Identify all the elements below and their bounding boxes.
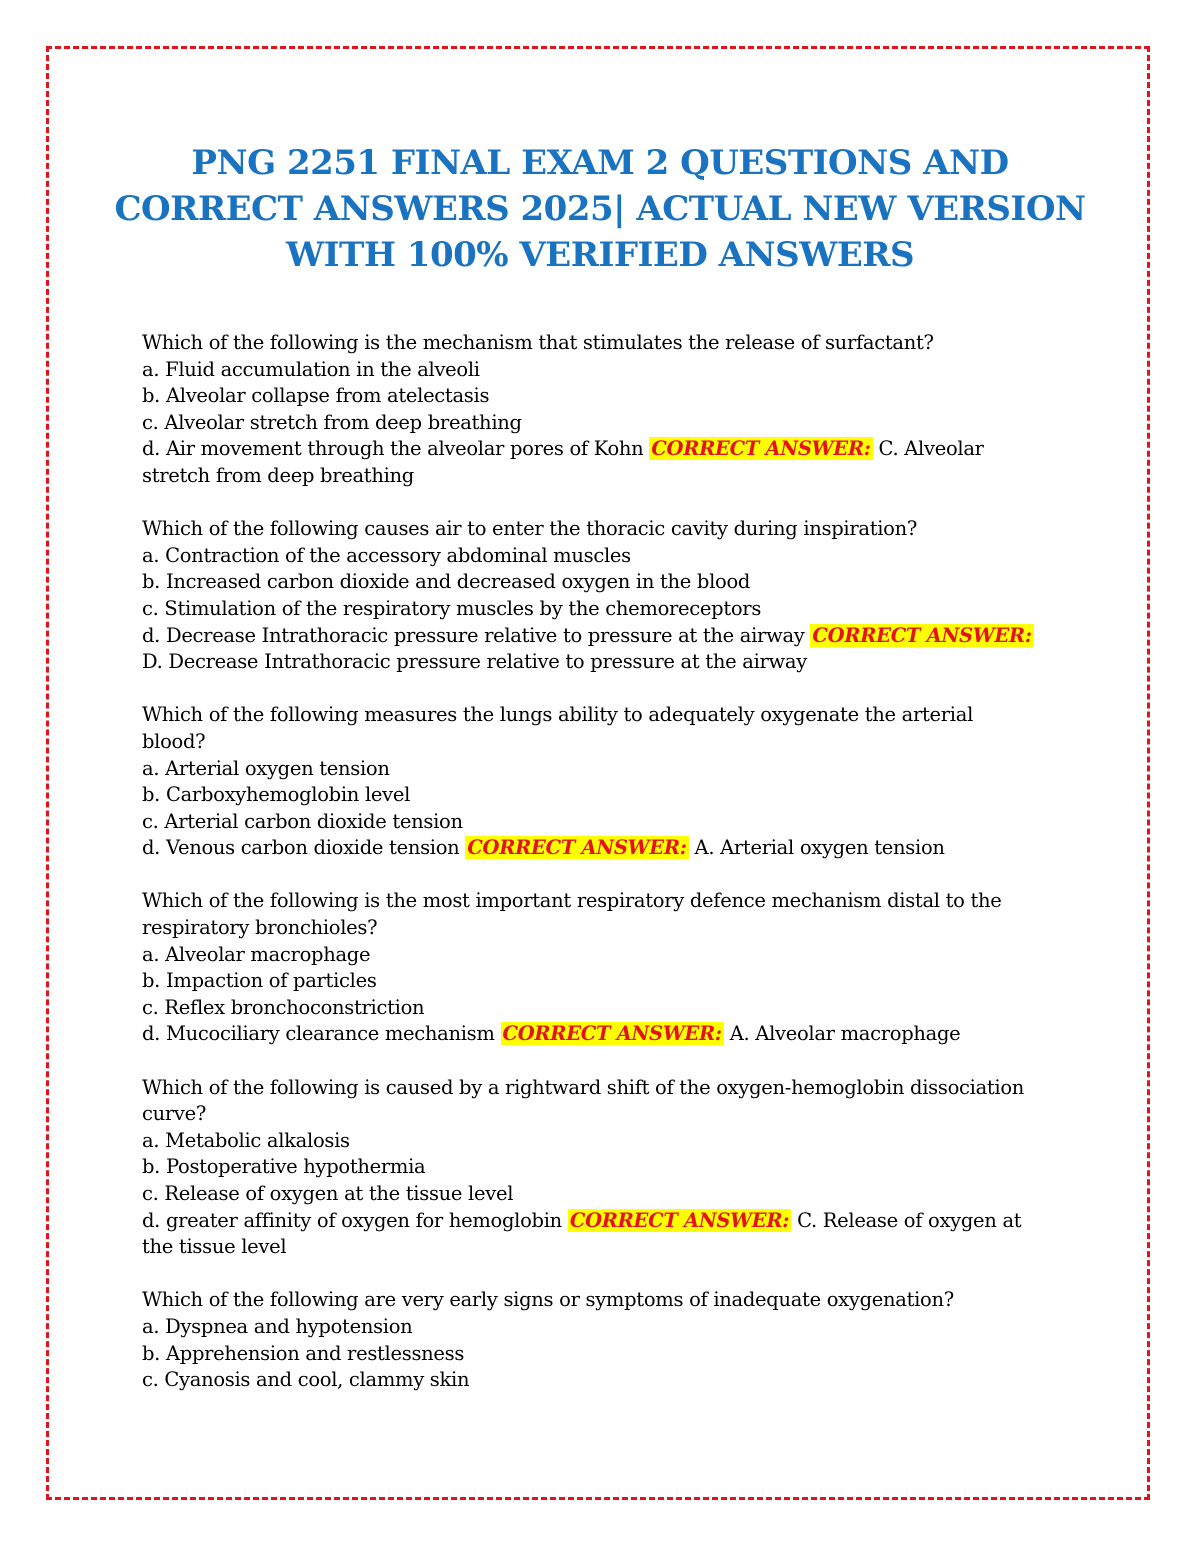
- option-d-with-answer: [142, 623, 1042, 676]
- option-a: a. Arterial oxygen tension: [142, 756, 390, 780]
- option-c: c. Release of oxygen at the tissue level: [142, 1182, 514, 1205]
- question-text: Which of the following causes air to enter the thoracic cavity during inspiration?: [142, 517, 918, 541]
- question-list: [142, 330, 1042, 1420]
- option-d-with-answer: [142, 1021, 1042, 1048]
- option-d-with-answer: [142, 835, 1042, 862]
- question-text: Which of the following is caused by a rightward shift of the oxygen-hemoglobin dissociation curve?: [142, 1075, 1025, 1126]
- option-b: b. Postoperative hypothermia: [142, 1155, 426, 1179]
- question-text: Which of the following is the most important respiratory defence mechanism distal to the respiratory bronchioles?: [142, 889, 1002, 940]
- correct-answer: C. Alveolar stretch from deep breathing: [142, 437, 984, 487]
- option-c: c. Alveolar stretch from deep breathing: [142, 410, 522, 434]
- option-d: d. Venous carbon dioxide tension: [142, 836, 460, 860]
- question-text: Which of the following is the mechanism that stimulates the release of surfactant?: [142, 331, 934, 354]
- question-block: [142, 702, 1042, 862]
- question-block: [142, 1287, 1042, 1393]
- option-d: d. Mucociliary clearance mechanism: [142, 1022, 495, 1046]
- option-b: b. Alveolar collapse from atelectasis: [142, 384, 490, 408]
- correct-answer-tag: CORRECT ANSWER:: [812, 623, 1032, 647]
- correct-answer-tag: CORRECT ANSWER:: [569, 1208, 790, 1232]
- document-title: PNG 2251 FINAL EXAM 2 QUESTIONS AND CORRECT ANSWERS 2025| ACTUAL NEW VERSION WITH 100% VERIFIED ANSWERS: [114, 143, 1086, 275]
- option-a: a. Contraction of the accessory abdominal muscles: [142, 543, 631, 567]
- option-d: d. Air movement through the alveolar pores of Kohn: [142, 437, 644, 461]
- question-block: [142, 888, 1042, 1048]
- option-d: d. greater affinity of oxygen for hemoglobin: [142, 1208, 562, 1232]
- correct-answer-tag: CORRECT ANSWER:: [651, 437, 871, 461]
- option-a: a. Dyspnea and hypotension: [142, 1314, 413, 1338]
- option-c: c. Cyanosis and cool, clammy skin: [142, 1368, 470, 1392]
- question-text: Which of the following are very early signs or symptoms of inadequate oxygenation?: [142, 1288, 954, 1312]
- option-a: a. Metabolic alkalosis: [142, 1128, 350, 1152]
- question-block: [142, 516, 1042, 676]
- correct-answer: C. Release of oxygen at the tissue level: [142, 1208, 1022, 1259]
- option-b: b. Impaction of particles: [142, 969, 377, 993]
- option-c: c. Arterial carbon dioxide tension: [142, 809, 463, 833]
- option-b: b. Apprehension and restlessness: [142, 1341, 465, 1365]
- option-b: b. Carboxyhemoglobin level: [142, 783, 411, 807]
- option-d-with-answer: [142, 1208, 1042, 1261]
- correct-answer: A. Arterial oxygen tension: [694, 836, 945, 860]
- question-text: Which of the following measures the lungs ability to adequately oxygenate the arterial blood?: [142, 703, 974, 753]
- correct-answer-tag: CORRECT ANSWER:: [467, 836, 687, 860]
- option-c: c. Stimulation of the respiratory muscles by the chemoreceptors: [142, 596, 762, 620]
- option-a: a. Alveolar macrophage: [142, 942, 371, 966]
- option-d: d. Decrease Intrathoracic pressure relative to pressure at the airway: [142, 623, 805, 647]
- option-d-with-answer: [142, 436, 1042, 489]
- question-block: [142, 1075, 1042, 1261]
- correct-answer: D. Decrease Intrathoracic pressure relative to pressure at the airway: [142, 650, 807, 674]
- correct-answer: A. Alveolar macrophage: [729, 1022, 961, 1046]
- question-block: [142, 330, 1042, 490]
- option-c: c. Reflex bronchoconstriction: [142, 995, 425, 1019]
- option-b: b. Increased carbon dioxide and decreased oxygen in the blood: [142, 570, 751, 594]
- correct-answer-tag: CORRECT ANSWER:: [502, 1022, 722, 1046]
- option-a: a. Fluid accumulation in the alveoli: [142, 357, 480, 381]
